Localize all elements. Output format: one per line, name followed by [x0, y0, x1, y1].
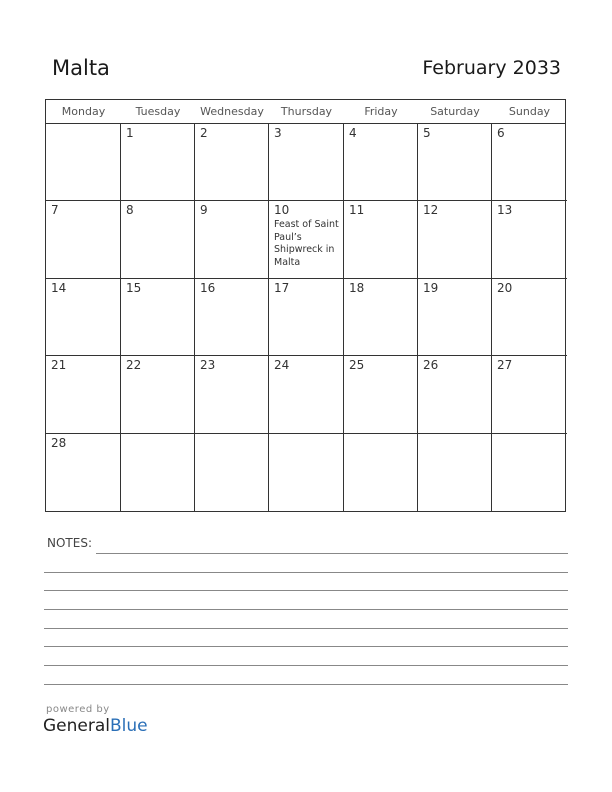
brand-blue: Blue — [110, 716, 148, 736]
generalblue-logo — [43, 716, 148, 736]
day-cell — [269, 356, 344, 434]
day-number: 28 — [51, 436, 67, 450]
day-number: 21 — [51, 358, 67, 372]
day-cell — [46, 279, 121, 356]
day-cell — [269, 279, 344, 356]
day-number: 25 — [349, 358, 365, 372]
day-cell — [418, 356, 492, 434]
day-number: 14 — [51, 281, 67, 295]
day-cell — [269, 201, 344, 279]
day-cell — [46, 124, 121, 201]
weekday-header: Wednesday — [200, 105, 264, 118]
day-cell — [195, 124, 269, 201]
day-number: 27 — [497, 358, 513, 372]
holiday-label: Feast of Saint Paul’s Shipwreck in Malta — [274, 219, 339, 268]
day-number: 3 — [274, 126, 282, 140]
weekday-header-row — [46, 100, 565, 124]
weekday-header: Sunday — [508, 105, 551, 118]
day-number: 9 — [200, 203, 208, 217]
day-number: 2 — [200, 126, 208, 140]
weekday-header: Thursday — [280, 105, 333, 118]
month-year-title: February 2033 — [422, 57, 561, 79]
day-cell — [418, 201, 492, 279]
day-cell — [492, 356, 567, 434]
day-cell — [418, 434, 492, 511]
day-number: 7 — [51, 203, 59, 217]
day-number: 23 — [200, 358, 216, 372]
weekday-header: Friday — [364, 105, 398, 118]
day-cell — [195, 201, 269, 279]
day-cell — [344, 279, 418, 356]
note-line — [44, 628, 568, 629]
day-cell — [492, 201, 567, 279]
day-cell — [46, 356, 121, 434]
day-cell — [121, 279, 195, 356]
day-number: 11 — [349, 203, 365, 217]
day-number: 13 — [497, 203, 513, 217]
day-cell — [344, 434, 418, 511]
day-cell — [344, 356, 418, 434]
powered-by-text: powered by — [46, 704, 110, 715]
day-cell — [269, 434, 344, 511]
brand-general: General — [43, 716, 110, 736]
day-cell — [195, 356, 269, 434]
day-cell — [121, 356, 195, 434]
day-cell — [492, 434, 567, 511]
calendar-grid — [45, 99, 566, 512]
day-cell — [121, 434, 195, 511]
day-number: 26 — [423, 358, 439, 372]
day-cell — [492, 279, 567, 356]
note-line — [44, 609, 568, 610]
day-number: 5 — [423, 126, 431, 140]
day-number: 12 — [423, 203, 439, 217]
day-cell — [344, 124, 418, 201]
day-cell — [46, 201, 121, 279]
day-number: 19 — [423, 281, 439, 295]
note-line — [44, 646, 568, 647]
day-cell — [121, 124, 195, 201]
day-number: 8 — [126, 203, 134, 217]
weekday-header: Saturday — [430, 105, 480, 118]
note-line — [44, 684, 568, 685]
day-cell — [195, 434, 269, 511]
day-number: 24 — [274, 358, 290, 372]
day-cell — [195, 279, 269, 356]
day-number: 16 — [200, 281, 216, 295]
day-cell — [492, 124, 567, 201]
note-line — [44, 665, 568, 666]
day-number: 10 — [274, 203, 290, 217]
day-number: 4 — [349, 126, 357, 140]
day-cell — [418, 279, 492, 356]
day-number: 22 — [126, 358, 142, 372]
notes-label: NOTES: — [47, 536, 92, 550]
weekday-header: Monday — [61, 105, 106, 118]
day-number: 17 — [274, 281, 290, 295]
day-number: 1 — [126, 126, 134, 140]
weekday-header: Tuesday — [135, 105, 181, 118]
day-number: 15 — [126, 281, 142, 295]
country-title: Malta — [52, 56, 110, 80]
day-cell — [344, 201, 418, 279]
day-cell — [418, 124, 492, 201]
day-cell — [269, 124, 344, 201]
day-number: 20 — [497, 281, 513, 295]
note-line — [96, 553, 568, 554]
day-cell — [46, 434, 121, 511]
note-line — [44, 572, 568, 573]
day-number: 6 — [497, 126, 505, 140]
day-number: 18 — [349, 281, 365, 295]
note-line — [44, 590, 568, 591]
day-cell — [121, 201, 195, 279]
